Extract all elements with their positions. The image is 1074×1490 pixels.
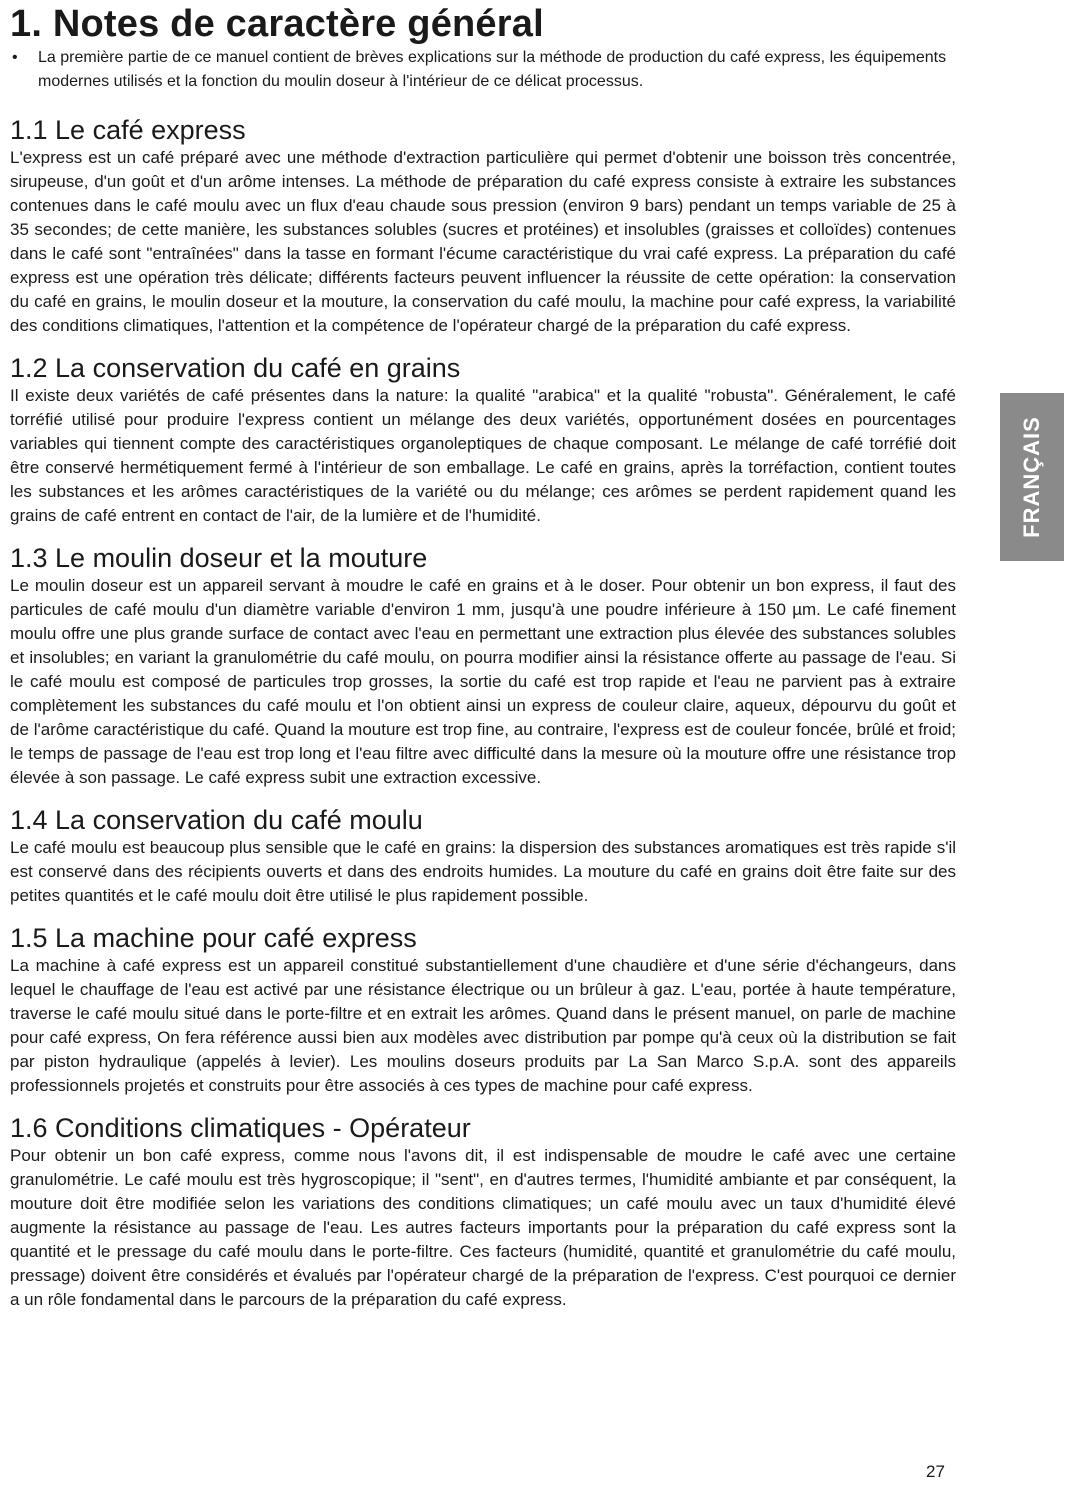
section-1-6 — [10, 1112, 956, 1312]
section-heading: 1.5 La machine pour café express — [10, 923, 417, 953]
section-1-3 — [10, 542, 956, 790]
page-title: 1. Notes de caractère général — [10, 3, 544, 45]
section-body: L'express est un café préparé avec une méthode d'extraction particulière qui permet d'obtenir une boisson très concentrée, sirupeuse, d'un goût et d'un arôme intenses. La méthode de préparation du café express consiste à extraire les substances contenues dans le café moulu avec un flux d'eau chaude sous pression (environ 9 bars) pendant un temps variable de 25 à 35 secondes; de cette manière, les substances solubles (sucres et protéines) et insolubles (graisses et colloïdes) contenues dans le café sont "entraînées" dans la tasse en formant l'écume caractéristique du vrai café express. La préparation du café express est une opération très délicate; différents facteurs peuvent influencer la réussite de cette opération: la conservation du café en grains, le moulin doseur et la mouture, la conservation du café moulu, la machine pour café express, la variabilité des conditions climatiques, l'attention et la compétence de l'opérateur chargé de la préparation du café express. — [10, 148, 956, 335]
section-heading: 1.2 La conservation du café en grains — [10, 353, 461, 383]
document-page — [10, 0, 956, 1312]
section-body: Pour obtenir un bon café express, comme nous l'avons dit, il est indispensable de moudre le café avec une certaine granulométrie. Le café moulu est très hygroscopique; il "sent", en d'autres termes, l'humidité ambiante et par conséquent, la mouture doit être modifiée selon les variations des conditions climatiques; un café moulu avec un taux d'humidité élevé augmente la résistance au passage de l'eau. Les autres facteurs importants pour la préparation du café express sont la quantité et le pressage du café moulu dans le porte-filtre. Ces facteurs (humidité, quantité et granulométrie du café moulu, pressage) doivent être considérés et évalués par l'opérateur chargé de la préparation de l'express. C'est pourquoi ce dernier a un rôle fondamental dans le parcours de la préparation du café express. — [10, 1146, 956, 1309]
section-body: Le café moulu est beaucoup plus sensible que le café en grains: la dispersion des substances aromatiques est très rapide s'il est conservé dans des récipients ouverts et dans des endroits humides. La mouture du café en grains doit être faite sur des petites quantités et le café moulu doit être utilisé le plus rapidement possible. — [10, 838, 956, 905]
language-tab-label: FRANÇAIS — [1019, 416, 1045, 538]
section-heading: 1.3 Le moulin doseur et la mouture — [10, 543, 428, 573]
section-1-5 — [10, 922, 956, 1098]
section-1-1 — [10, 114, 956, 338]
intro-bullet — [10, 46, 956, 94]
language-tab — [1000, 393, 1064, 561]
section-heading: 1.4 La conservation du café moulu — [10, 805, 423, 835]
section-1-4 — [10, 804, 956, 908]
section-heading: 1.6 Conditions climatiques - Opérateur — [10, 1113, 471, 1143]
section-body: La machine à café express est un appareil constitué substantiellement d'une chaudière et d'une série d'échangeurs, dans lequel le chauffage de l'eau est activé par une résistance électrique ou un brûleur à gaz. L'eau, portée à haute température, traverse le café moulu situé dans le porte-filtre et en extrait les arômes. Quand dans le présent manuel, on parle de machine pour café express, On fera référence aussi bien aux modèles avec distribution par pompe qu'à ceux où la distribution se fait par piston hydraulique (appelés à levier). Les moulins doseurs produits par La San Marco S.p.A. sont des appareils professionnels projetés et construits pour être associés à ces types de machine pour café express. — [10, 956, 956, 1095]
intro-text: La première partie de ce manuel contient de brèves explications sur la méthode de production du café express, les équipements modernes utilisés et la fonction du moulin doseur à l'intérieur de ce délicat processus. — [38, 49, 947, 90]
section-body: Il existe deux variétés de café présentes dans la nature: la qualité "arabica" et la qualité "robusta". Généralement, le café torréfié utilisé pour produire l'express contient un mélange des deux variétés, opportunément dosées en pourcentages variables qui tiennent compte des caractéristiques organoleptiques de chaque composant. Le mélange de café torréfié doit être conservé hermétiquement fermé à l'intérieur de son emballage. Le café en grains, après la torréfaction, contient toutes les substances et les arômes caractéristiques de la variété ou du mélange; ces arômes se perdent rapidement quand les grains de café entrent en contact de l'air, de la lumière et de l'humidité. — [10, 386, 956, 525]
section-body: Le moulin doseur est un appareil servant à moudre le café en grains et à le doser. Pour obtenir un bon express, il faut des particules de café moulu d'un diamètre variable d'environ 1 mm, jusqu'à une poudre inférieure à 150 µm. Le café finement moulu offre une plus grande surface de contact avec l'eau en permettant une extraction plus élevée des substances solubles et insolubles; en variant la granulométrie du café moulu, on pourra modifier ainsi la résistance offerte au passage de l'eau. Si le café moulu est composé de particules trop grosses, la sortie du café est trop rapide et l'eau ne parvient pas à extraire complètement les substances du café moulu et l'on obtient ainsi un express de couleur claire, aqueux, dépourvu du goût et de l'arôme caractéristique du café. Quand la mouture est trop fine, au contraire, l'express est de couleur foncée, brûlé et froid; le temps de passage de l'eau est trop long et l'eau filtre avec difficulté dans la mesure où la mouture offre une résistance trop élevée à son passage. Le café express subit une extraction excessive. — [10, 576, 956, 787]
section-1-2 — [10, 352, 956, 528]
section-heading: 1.1 Le café express — [10, 115, 246, 145]
bullet-icon: • — [12, 49, 18, 66]
page-number: 27 — [926, 1462, 945, 1481]
